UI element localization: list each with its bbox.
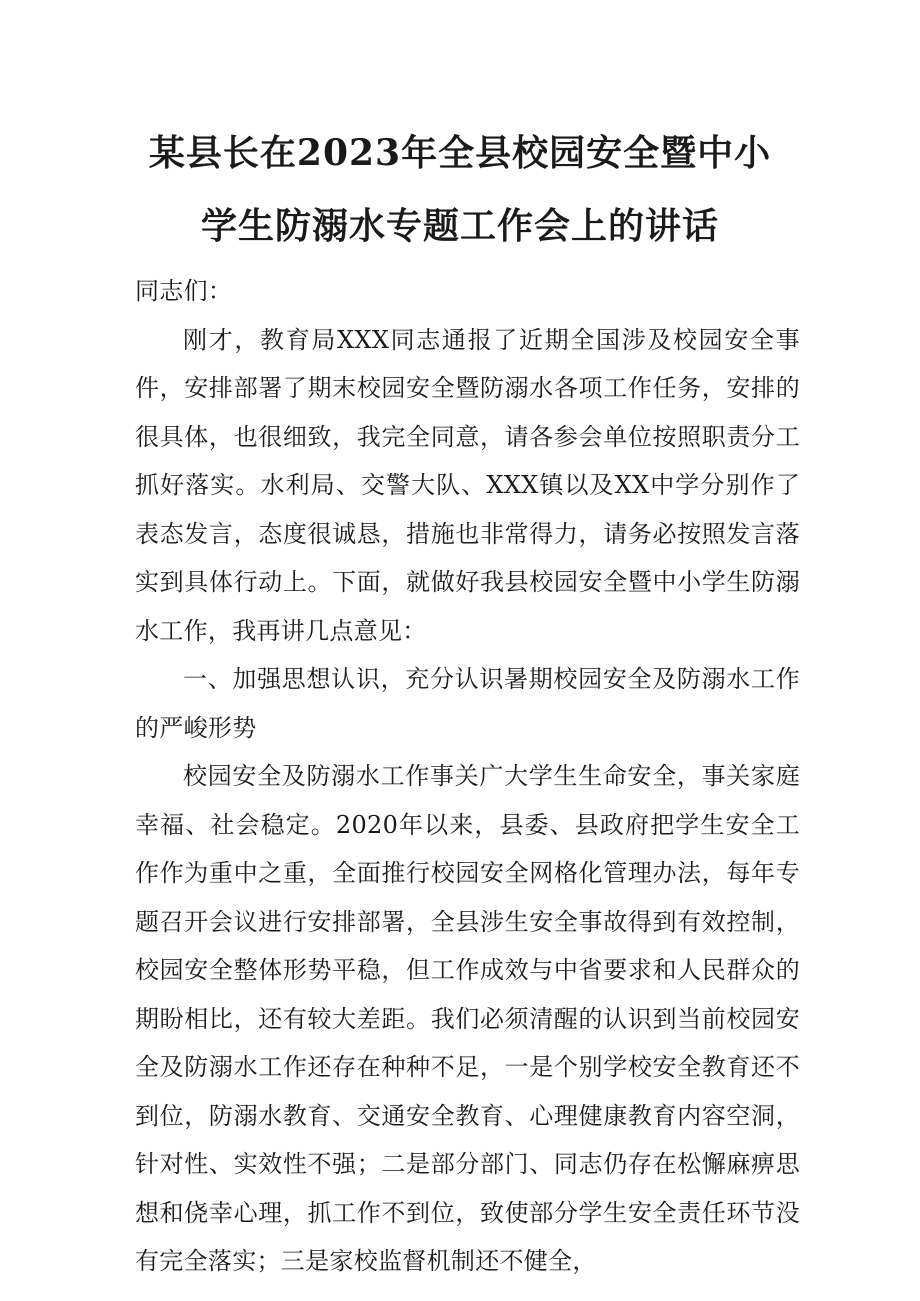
paragraph-opening: 刚才，教育局XXX同志通报了近期全国涉及校园安全事件，安排部署了期末校园安全暨防溺水各项工作任务，安排的很具体，也很细致，我完全同意，请各参会单位按照职责分工抓好落实。水利局、交警大队、XXX镇以及XX中学分别作了表态发言，态度很诚恳，措施也非常得力，请务必按照发言落实到具体行动上。下面，就做好我县校园安全暨中小学生防溺水工作，我再讲几点意见： xyxy=(135,325,800,645)
document-title-line-1: 某县长在2023年全县校园安全暨中小 xyxy=(148,132,772,174)
document-title-line-2: 学生防溺水专题工作会上的讲话 xyxy=(200,205,719,247)
document-body xyxy=(135,267,800,1286)
paragraph-section-1: 校园安全及防溺水工作事关广大学生生命安全，事关家庭幸福、社会稳定。2020年以来，县委、县政府把学生安全工作作为重中之重，全面推行校园安全网格化管理办法，每年专题召开会议进行安排部署，全县涉生安全事故得到有效控制，校园安全整体形势平稳，但工作成效与中省要求和人民群众的期盼相比，还有较大差距。我们必须清醒的认识到当前校园安全及防溺水工作还存在种种不足，一是个别学校安全教育还不到位，防溺水教育、交通安全教育、心理健康教育内容空洞，针对性、实效性不强；二是部分部门、同志仍存在松懈麻痹思想和侥幸心理，抓工作不到位，致使部分学生安全责任环节没有完全落实；三是家校监督机制还不健全， xyxy=(135,762,800,1275)
salutation: 同志们： xyxy=(135,277,233,305)
section-heading-1: 一、加强思想认识，充分认识暑期校园安全及防溺水工作的严峻形势 xyxy=(135,665,800,742)
